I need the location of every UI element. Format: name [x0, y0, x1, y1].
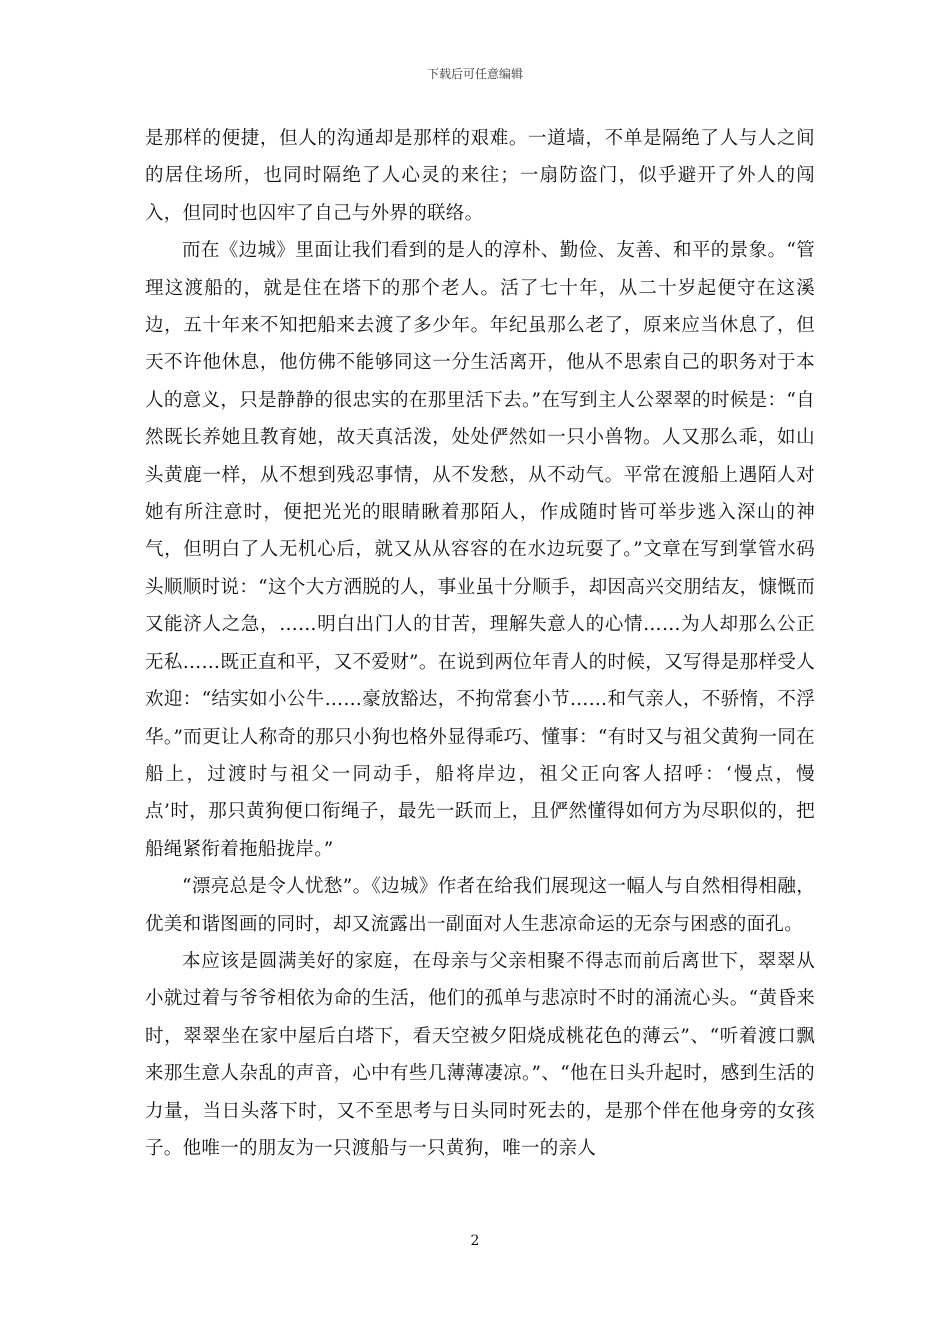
paragraph-4: 本应该是圆满美好的家庭，在母亲与父亲相聚不得志而前后离世下，翠翠从小就过着与爷爷相依为命的生活，他们的孤单与悲凉时不时的涌流心头。“黄昏来时，翠翠坐在家中屋后白塔下，看天空被夕阳烧成桃花色的薄云”、“听着渡口飘来那生意人杂乱的声音，心中有些几薄薄凄凉。”、“他在日头升起时，感到生活的力量，当日头落下时，又不至思考与日头同时死去的，是那个伴在他身旁的女孩子。他唯一的朋友为一只渡船与一只黄狗，唯一的亲人	[145, 950, 815, 1159]
paragraph-3: “漂亮总是令人忧愁”。《边城》作者在给我们展现这一幅人与自然相得相融，优美和谐图画的同时，却又流露出一副面对人生悲凉命运的无奈与困惑的面孔。	[145, 876, 815, 935]
paragraph-2: 而在《边城》里面让我们看到的是人的淳朴、勤俭、友善、和平的景象。“管理这渡船的，就是住在塔下的那个老人。活了七十年，从二十岁起便守在这溪边，五十年来不知把船来去渡了多少年。年纪虽那么老了，原来应当休息了，但天不许他休息，他仿佛不能够同这一分生活离开，他从不思索自己的职务对于本人的意义，只是静静的很忠实的在那里活下去。”在写到主人公翠翠的时候是：“自然既长养她且教育她，故天真活泼，处处俨然如一只小兽物。人又那么乖，如山头黄鹿一样，从不想到残忍事情，从不发愁，从不动气。平常在渡船上遇陌人对她有所注意时，便把光光的眼睛瞅着那陌人，作成随时皆可举步逃入深山的神气，但明白了人无机心后，就又从从容容的在水边玩耍了。”文章在写到掌管水码头顺顺时说：“这个大方洒脱的人，事业虽十分顺手，却因高兴交朋结友，慷慨而又能济人之急，……明白出门人的甘苦，理解失意人的心情……为人却那么公正无私……既正直和平，又不爱财”。在说到两位年青人的时候，又写得是那样受人欢迎：“结实如小公牛……豪放豁达，不拘常套小节……和气亲人，不骄惰，不浮华。”而更让人称奇的那只小狗也格外显得乖巧、懂事：“有时又与祖父黄狗一同在船上，过渡时与祖父一同动手，船将岸边，祖父正向客人招呼：‘慢点，慢点’时，那只黄狗便口衔绳子，最先一跃而上，且俨然懂得如何方为尽职似的，把船绳紧衔着拖船拢岸。”	[145, 240, 815, 860]
document-body	[145, 120, 815, 1167]
page-header: 下载后可任意编辑	[426, 67, 523, 81]
paragraph-1: 是那样的便捷，但人的沟通却是那样的艰难。一道墙，不单是隔绝了人与人之间的居住场所，也同时隔绝了人心灵的来往；一扇防盗门，似乎避开了外人的闯入，但同时也囚牢了自己与外界的联络。	[145, 128, 815, 224]
page-number: 2	[470, 1233, 480, 1249]
